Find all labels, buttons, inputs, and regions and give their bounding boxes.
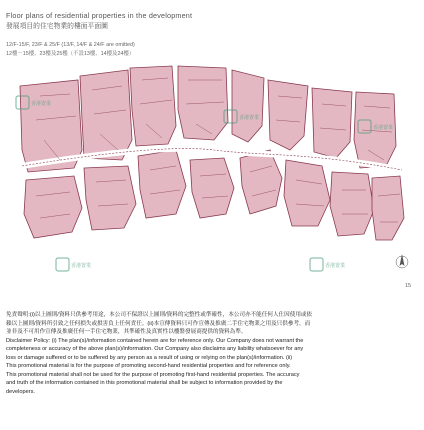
unit-block <box>80 70 132 160</box>
unit-block <box>130 66 176 146</box>
unit-block <box>190 158 234 218</box>
disclaimer-line: 並非及不可用作宣傳及推廣任何一手住宅物業，其準確性及真實性以樓盤發展商提供的資料為準。 <box>6 329 247 335</box>
svg-text:香港置業: 香港置業 <box>239 115 260 121</box>
disclaimer-line: This promotional material shall not be used for the purpose of promoting first-hand residential properties. The accuracy <box>6 371 300 378</box>
page-number: 15 <box>405 283 412 289</box>
unit-block <box>312 88 352 158</box>
disclaimer-line: completeness or accuracy of the above plan(s)/information. Our Company also disclaims any liability whatsoever for any <box>6 346 304 352</box>
unit-block <box>372 176 404 240</box>
disclaimer-line: and truth of the information contained in this promotional material shall be subject to information provided by the <box>6 380 283 386</box>
disclaimer-line: developers. <box>6 388 35 395</box>
floors-caption-en: 12/F-15/F, 23/F & 25/F (13/F, 14/F & 24/F are omitted) <box>6 42 135 48</box>
watermark-logo <box>56 258 91 271</box>
svg-text:香港置業: 香港置業 <box>71 263 92 269</box>
svg-text:香港置業: 香港置業 <box>31 101 52 107</box>
disclaimer-line: 免責聲明:(i)以上圖則/資料只供參考用途，本公司不保證以上圖則/資料的完整性或準確性，本公司亦不能任何人仕因使用或依 <box>6 312 313 318</box>
disclaimer-line: loss or damage suffered or to be suffered by any person as a result of using or relying on the plan(s)/information. (ii) <box>6 354 293 361</box>
unit-block <box>138 150 186 218</box>
floors-caption-cn: 12樓－15樓、23樓及25樓（不設13樓、14樓及24樓） <box>6 51 135 57</box>
page-title-cn: 發展項目的住宅物業的樓面平面圖 <box>6 23 108 30</box>
page-title-en: Floor plans of residential properties in the development <box>6 11 193 20</box>
disclaimer-line: This promotional material is for the purpose of promoting second-hand residential properties and for reference only. <box>6 363 291 369</box>
svg-text:香港置業: 香港置業 <box>373 125 394 131</box>
unit-block <box>84 166 136 230</box>
unit-block <box>232 70 264 142</box>
unit-block <box>268 80 308 150</box>
watermark-logo <box>310 258 345 271</box>
disclaimer-line: Disclaimer Policy: (i) The plan(s)/information contained herein are for reference only. Our Company does not warrant the <box>6 337 304 344</box>
unit-block <box>240 150 282 214</box>
unit-block <box>330 172 374 236</box>
disclaimer <box>6 311 416 396</box>
svg-text:香港置業: 香港置業 <box>325 263 346 269</box>
unit-block <box>284 160 330 226</box>
north-arrow-icon <box>396 254 408 268</box>
unit-block <box>24 176 82 238</box>
disclaimer-line: 賴以上圖則/資料所引致之任何損失或損害負上任何責任。(ii)本宣傳資料只可作宣傳及推廣二手住宅物業之用及只供參考，而 <box>6 320 311 327</box>
